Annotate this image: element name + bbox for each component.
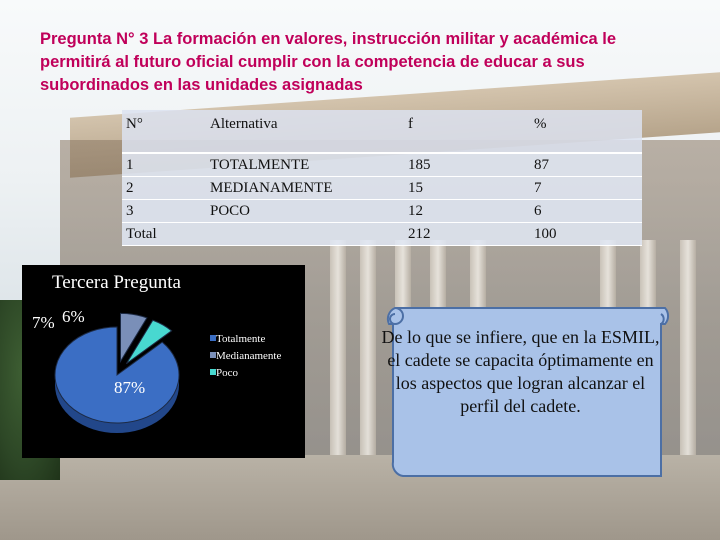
cell-frequency: 15: [404, 177, 530, 200]
data-label: 87%: [114, 378, 146, 397]
cell-frequency: 12: [404, 200, 530, 223]
cell-number: 1: [122, 153, 206, 177]
data-label: 7%: [32, 313, 55, 332]
table-header-row: [122, 110, 642, 153]
header-frequency: f: [404, 110, 530, 153]
table-row: [122, 200, 642, 223]
cell-alternative: [206, 223, 404, 246]
cell-percent: 6: [530, 200, 642, 223]
frequency-table: [122, 110, 642, 246]
cell-frequency: 185: [404, 153, 530, 177]
cell-alternative: POCO: [206, 200, 404, 223]
cell-frequency: 212: [404, 223, 530, 246]
callout-text: De lo que se infiere, que en la ESMIL, el cadete se capacita óptimamente en los aspectos que logran alcanzar el perfil del cadete.: [381, 327, 660, 416]
pie-slice-totalmente: [55, 327, 179, 423]
table-row: [122, 153, 642, 177]
data-label: 6%: [62, 307, 85, 326]
cell-number: Total: [122, 223, 206, 246]
legend-label: Medianamente: [216, 350, 282, 362]
cell-percent: 87: [530, 153, 642, 177]
cell-alternative: TOTALMENTE: [206, 153, 404, 177]
legend-label: Poco: [216, 367, 238, 379]
header-alternative: Alternativa: [206, 110, 404, 153]
header-number: N°: [122, 110, 206, 153]
cell-alternative: MEDIANAMENTE: [206, 177, 404, 200]
cell-number: 3: [122, 200, 206, 223]
cell-percent: 7: [530, 177, 642, 200]
table-row: [122, 223, 642, 246]
header-percent: %: [530, 110, 642, 153]
table-row: [122, 177, 642, 200]
chart-title: Tercera Pregunta: [52, 272, 181, 293]
cell-percent: 100: [530, 223, 642, 246]
background-column: [330, 240, 346, 470]
legend-label: Totalmente: [216, 333, 266, 345]
question-title: Pregunta N° 3 La formación en valores, instrucción militar y académica le permitirá al futuro oficial cumplir con la competencia de educar a sus subordinados en las unidades asignadas: [40, 30, 617, 94]
cell-number: 2: [122, 177, 206, 200]
